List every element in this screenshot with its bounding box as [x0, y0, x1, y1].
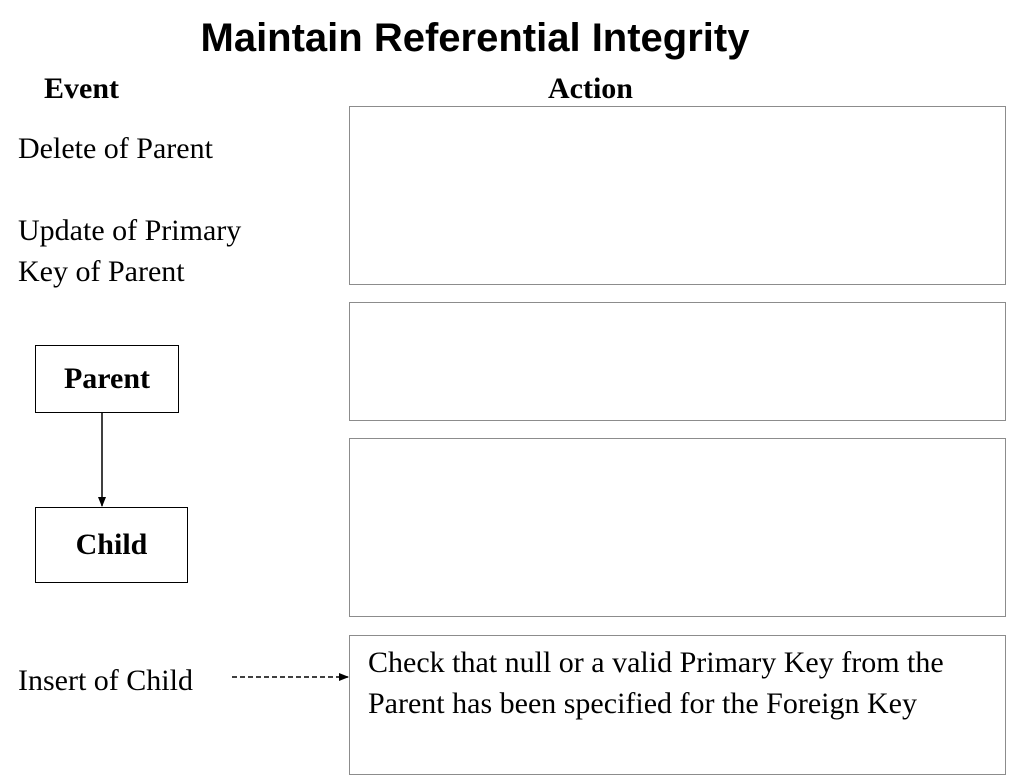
parent-entity-box: [35, 345, 179, 413]
slide-title: Maintain Referential Integrity: [200, 16, 750, 60]
parent-entity-label: Parent: [63, 362, 151, 395]
event-column-header: Event: [44, 72, 119, 105]
action-column-header: Action: [548, 72, 633, 105]
event-update-pk-line1: Update of Primary: [18, 214, 242, 247]
event-update-pk-line2: Key of Parent: [18, 255, 185, 288]
child-entity-box: [35, 507, 188, 583]
action-text-insert-child: Check that null or a valid Primary Key from the Parent has been specified for the Foreign Key: [368, 646, 944, 720]
event-delete-parent: Delete of Parent: [18, 132, 213, 165]
event-insert-child: Insert of Child: [18, 664, 193, 697]
child-entity-label: Child: [75, 528, 148, 561]
